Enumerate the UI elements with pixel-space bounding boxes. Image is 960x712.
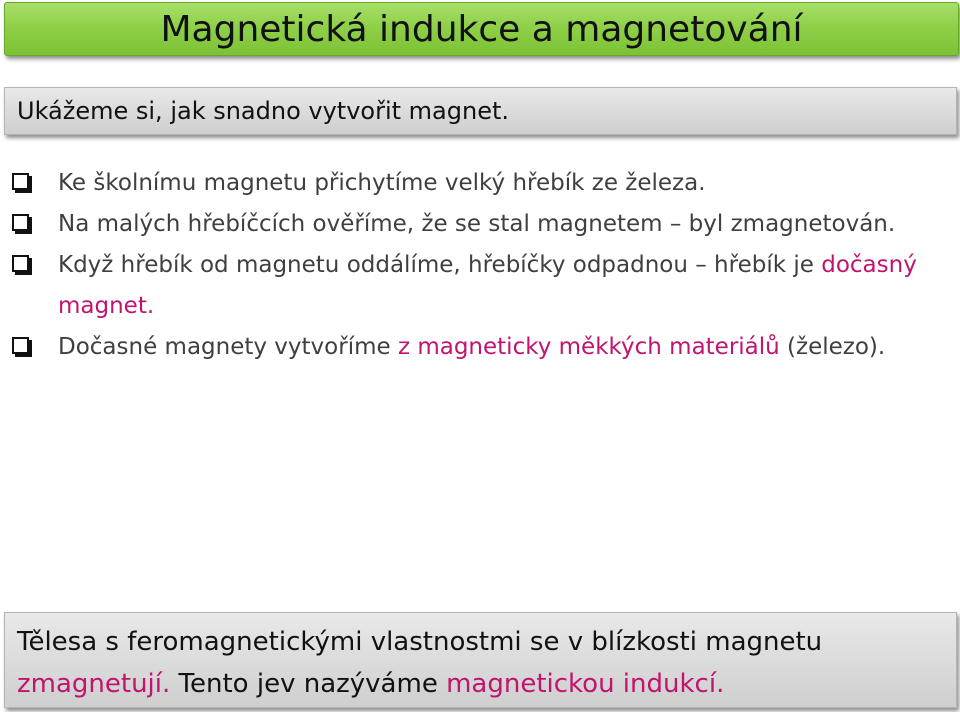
checkbox-bullet-icon xyxy=(12,214,29,231)
bullet-text-end: (železo). xyxy=(779,334,886,360)
page-title: Magnetická indukce a magnetování xyxy=(160,8,803,50)
bullet-highlight: z magneticky měkkých materiálů xyxy=(397,334,780,360)
summary-highlight-1: zmagnetují. xyxy=(17,669,171,699)
list-item xyxy=(8,163,953,204)
checkbox-bullet-icon xyxy=(12,255,29,272)
summary-middle: Tento jev nazýváme xyxy=(170,669,447,699)
bullet-text: Ke školnímu magnetu přichytíme velký hřebík ze železa. xyxy=(58,170,706,196)
list-item xyxy=(8,204,953,245)
list-item xyxy=(8,327,953,368)
bullet-text: Když hřebík od magnetu oddálíme, hřebíčky odpadnou – hřebík je xyxy=(58,252,822,278)
list-item xyxy=(8,245,953,327)
checkbox-bullet-icon xyxy=(12,337,29,354)
bullet-highlight: dočasný magnet. xyxy=(58,252,917,319)
summary-highlight-2: magnetickou indukcí. xyxy=(446,669,725,699)
bullet-text: Dočasné magnety vytvoříme xyxy=(58,334,398,360)
title-bar xyxy=(4,2,959,56)
bullet-list xyxy=(8,163,953,368)
bullet-text: Na malých hřebíčcích ověříme, že se stal magnetem – byl zmagnetován. xyxy=(58,211,896,237)
intro-box xyxy=(4,87,957,135)
summary-text xyxy=(17,621,956,705)
checkbox-bullet-icon xyxy=(12,173,29,190)
summary-box xyxy=(4,612,957,708)
summary-line1: Tělesa s feromagnetickými vlastnostmi se v blízkosti magnetu xyxy=(17,627,823,657)
intro-text: Ukážeme si, jak snadno vytvořit magnet. xyxy=(17,97,510,125)
